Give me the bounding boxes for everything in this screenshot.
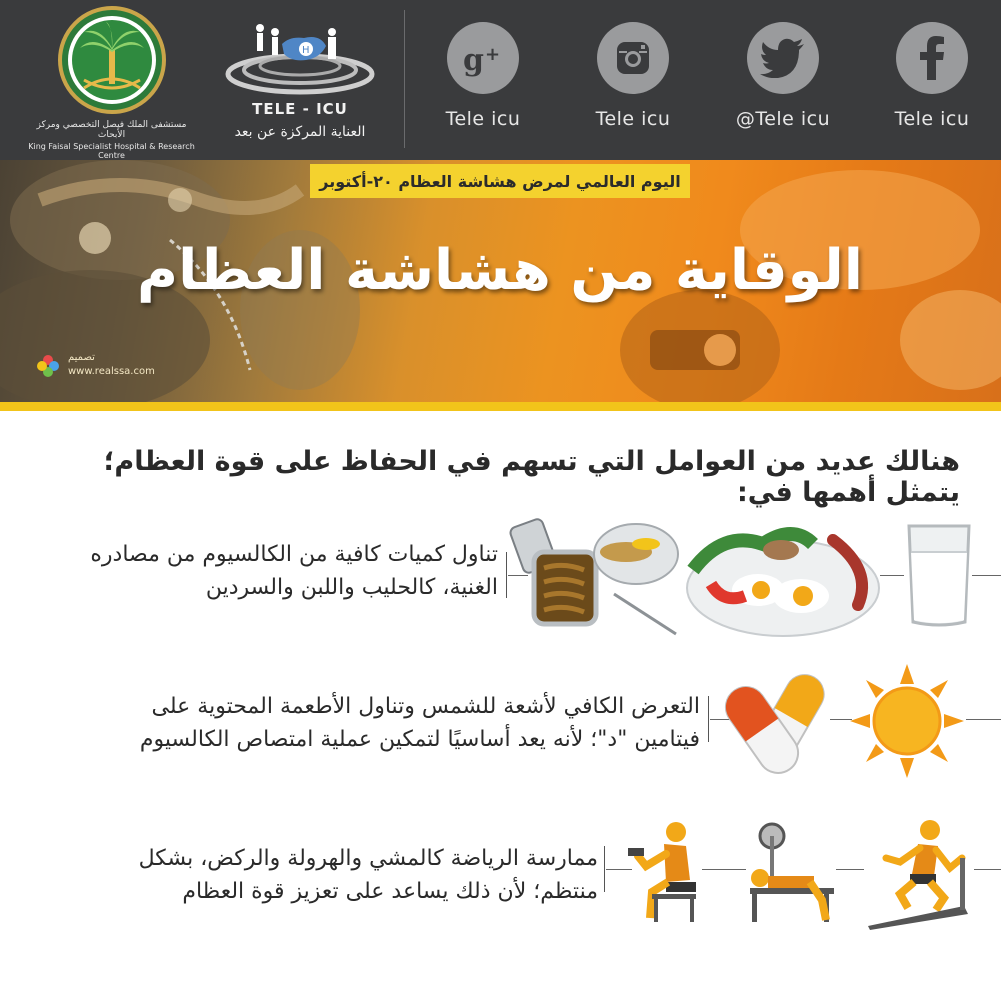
row2-connector-right: [966, 719, 1001, 720]
tele-icu-logo: [215, 14, 385, 144]
banner-accent-stripe: [0, 402, 1001, 411]
event-date-label: [310, 164, 690, 198]
row3-connector-mid: [702, 869, 746, 870]
credit-url: www.realssa.com: [68, 366, 155, 377]
row1-connector-mid2: [880, 575, 904, 576]
row1-connector-right: [972, 575, 1001, 576]
row3-connector-right: [974, 869, 1001, 870]
twitter-handle: @Tele icu: [735, 108, 831, 130]
credit-label: تصميم: [68, 352, 95, 363]
tele-icu-caption: العناية المركزة عن بعد: [234, 124, 366, 140]
row2-line2: فيتامين "د"؛ لأنه يعد أساسيًا لتمكين عملية امتصاص الكالسيوم: [139, 727, 700, 752]
page-title: الوقاية من هشاشة العظام: [137, 238, 863, 303]
sardine-can-icon: [506, 512, 686, 637]
svg-text:g: g: [463, 43, 484, 78]
intro-heading: هنالك عديد من العوامل التي تسهم في الحفاظ على قوة العظام؛ يتمثل أهمها في:: [103, 446, 960, 508]
kfsh-logo: [24, 6, 199, 160]
flower-logo-icon: [34, 352, 62, 380]
milk-glass-icon: [903, 520, 975, 630]
google-plus-icon: [447, 22, 519, 94]
row1-line1: تناول كميات كافية من الكالسيوم من مصادره: [90, 542, 498, 567]
row3-tick: [604, 846, 605, 892]
social-google-plus[interactable]: [428, 22, 538, 130]
sun-icon: [848, 662, 966, 780]
event-date-text: اليوم العالمي لمرض هشاشة العظام ٢٠-أكتوبر: [319, 171, 681, 191]
instagram-icon: [597, 22, 669, 94]
treadmill-runner-icon: [864, 818, 974, 930]
twitter-icon: [747, 22, 819, 94]
vitamin-capsules-icon: [722, 668, 832, 780]
kfsh-arabic-name: مستشفى الملك فيصل التخصصي ومركز الأبحاث: [36, 120, 187, 140]
svg-text:H: H: [302, 45, 310, 56]
header-divider: [404, 10, 405, 148]
tele-icu-title: TELE - ICU: [252, 100, 348, 118]
row1-text: [18, 538, 498, 604]
row2-line1: التعرض الكافي لأشعة للشمس وتناول الأطعمة المحتوية على: [151, 694, 700, 719]
row3-line2: منتظم؛ لأن ذلك يساعد على تعزيز قوة العظام: [182, 879, 598, 904]
row2-text: [60, 690, 700, 756]
google-plus-handle: Tele icu: [445, 108, 521, 130]
kfsh-english-name: King Faisal Specialist Hospital & Research Centre: [28, 142, 195, 160]
svg-text:+: +: [485, 44, 501, 65]
tele-icu-emblem-icon: [220, 14, 380, 100]
facebook-icon: [896, 22, 968, 94]
row3-text: [90, 842, 598, 908]
row1-line2: الغنية، كالحليب واللبن والسردين: [205, 575, 498, 600]
instagram-handle: Tele icu: [595, 108, 671, 130]
bench-press-icon: [744, 820, 840, 926]
dumbbell-curl-icon: [624, 820, 704, 926]
social-twitter[interactable]: [728, 22, 838, 130]
row3-connector-mid2: [836, 869, 864, 870]
breakfast-plate-icon: [683, 510, 883, 640]
social-facebook[interactable]: [877, 22, 987, 130]
row2-tick: [708, 696, 709, 742]
social-instagram[interactable]: [578, 22, 688, 130]
designer-credit: [34, 352, 164, 382]
facebook-handle: Tele icu: [894, 108, 970, 130]
palm-swords-seal-icon: [58, 6, 166, 114]
header-bar: [0, 0, 1001, 160]
row3-line1: ممارسة الرياضة كالمشي والهرولة والركض، بشكل: [138, 846, 598, 871]
